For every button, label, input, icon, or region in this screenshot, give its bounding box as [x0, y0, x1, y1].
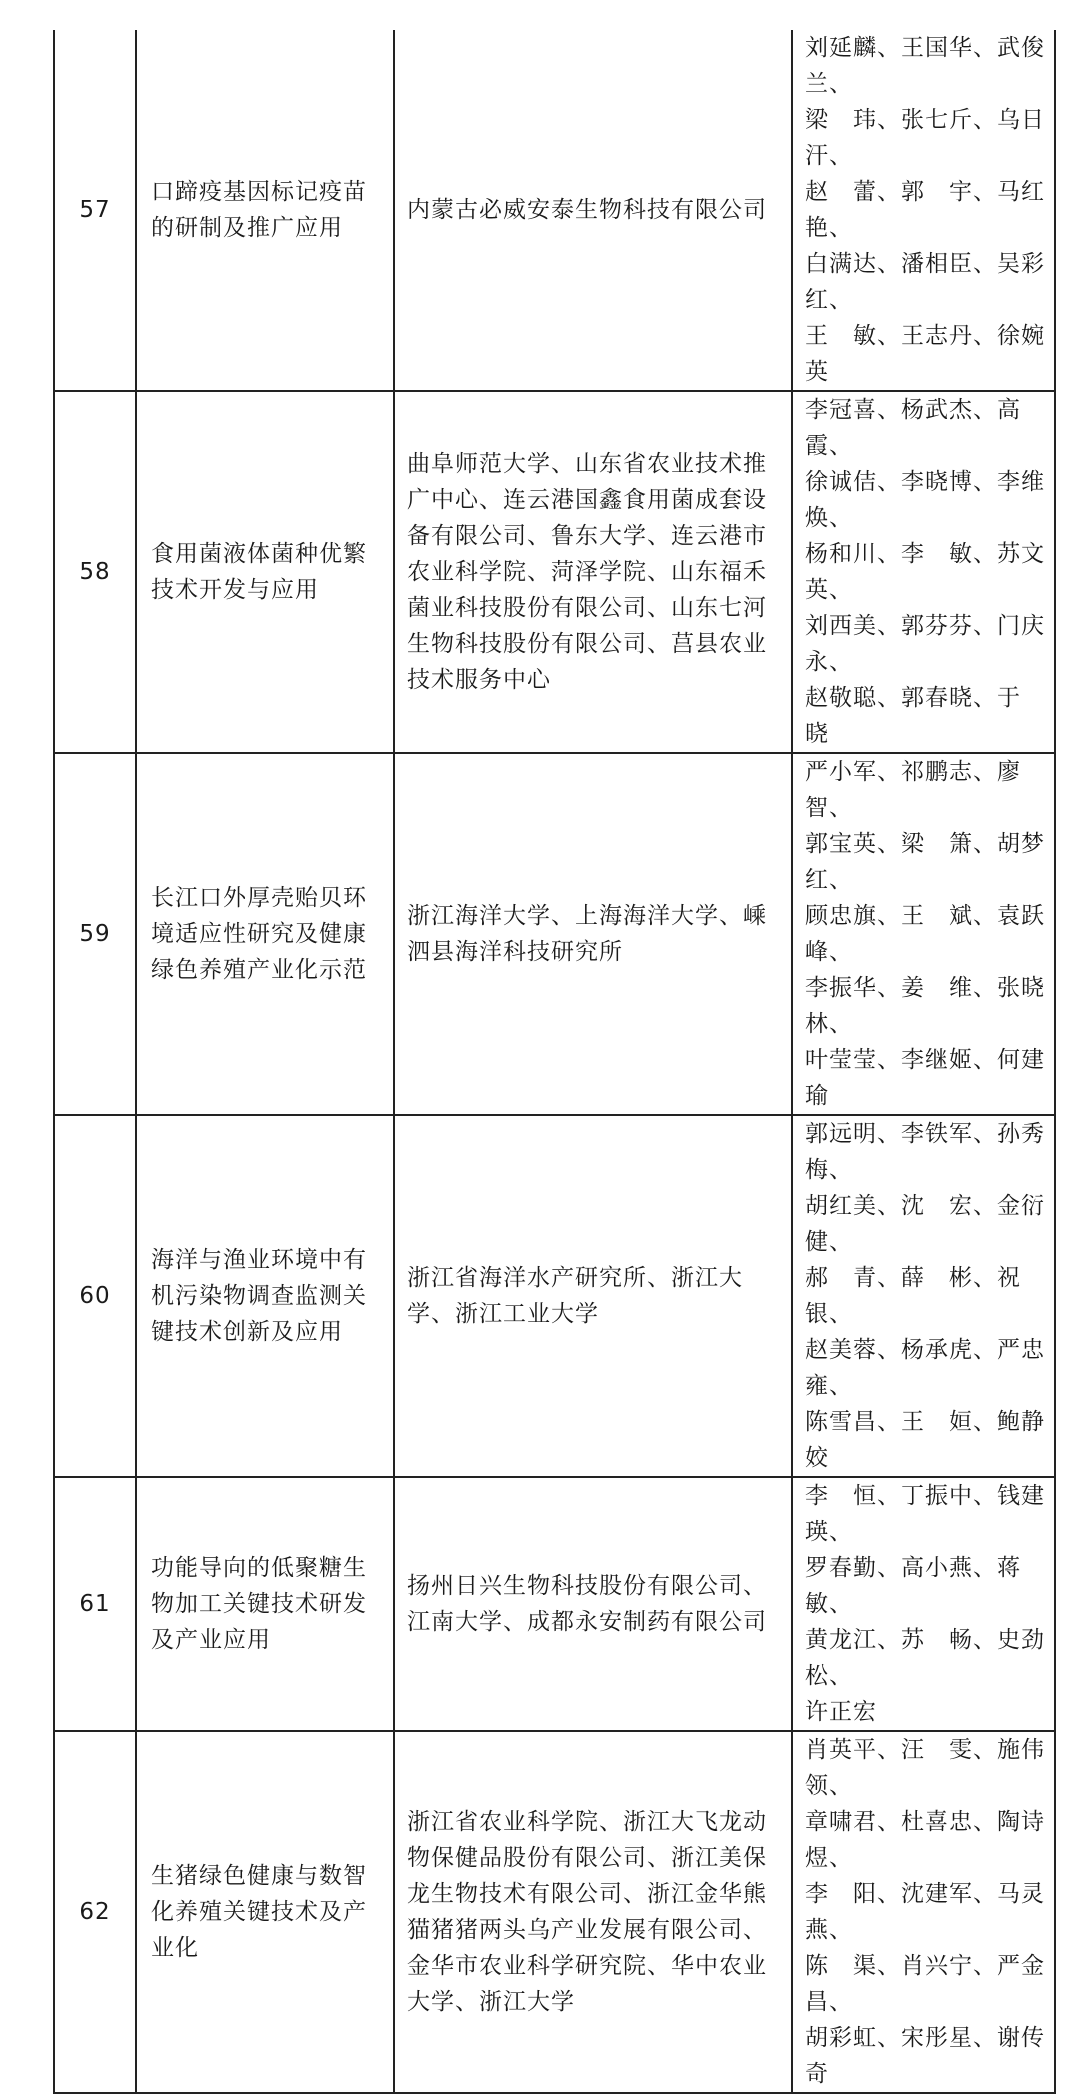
- project-name-cell: [136, 30, 394, 391]
- people-cell: [792, 1731, 1055, 2093]
- people-cell: [792, 1115, 1055, 1477]
- project-name: 功能导向的低聚糖生物加工关键技术研发及产业应用: [151, 1555, 367, 1653]
- people-cell: [792, 1477, 1055, 1731]
- row-number: 60: [54, 1115, 136, 1477]
- project-name: 长江口外厚壳贻贝环境适应性研究及健康绿色养殖产业化示范: [151, 885, 367, 983]
- completing-units: 浙江海洋大学、上海海洋大学、嵊泗县海洋科技研究所: [407, 903, 767, 965]
- completing-units: 扬州日兴生物科技股份有限公司、江南大学、成都永安制药有限公司: [407, 1573, 767, 1635]
- units-cell: [394, 391, 792, 753]
- completing-people: 严小军、祁鹏志、廖 智、 郭宝英、梁 箫、胡梦红、 顾忠旗、王 斌、袁跃峰、 李振华、姜 维、张晓林、 叶莹莹、李继姬、何建瑜: [805, 759, 1045, 1109]
- project-name-cell: [136, 1731, 394, 2093]
- table-row: [54, 1477, 1055, 1731]
- row-number: 59: [54, 753, 136, 1115]
- table-row: [54, 30, 1055, 391]
- people-cell: [792, 753, 1055, 1115]
- table-row: [54, 1731, 1055, 2093]
- project-name-cell: [136, 753, 394, 1115]
- units-cell: [394, 753, 792, 1115]
- people-cell: [792, 391, 1055, 753]
- completing-units: 内蒙古必威安泰生物科技有限公司: [407, 197, 767, 223]
- completing-units: 浙江省海洋水产研究所、浙江大学、浙江工业大学: [407, 1265, 743, 1327]
- completing-people: 郭远明、李铁军、孙秀梅、 胡红美、沈 宏、金衍健、 郝 青、薛 彬、祝 银、 赵美蓉、杨承虎、严忠雍、 陈雪昌、王 姮、鲍静姣: [805, 1121, 1045, 1471]
- project-name-cell: [136, 391, 394, 753]
- row-number: 62: [54, 1731, 136, 2093]
- row-number: 57: [54, 30, 136, 391]
- completing-people: 肖英平、汪 雯、施伟领、 章啸君、杜喜忠、陶诗煜、 李 阳、沈建军、马灵燕、 陈 渠、肖兴宁、严金昌、 胡彩虹、宋彤星、谢传奇: [805, 1737, 1045, 2087]
- units-cell: [394, 1731, 792, 2093]
- row-number: 58: [54, 391, 136, 753]
- people-cell: [792, 30, 1055, 391]
- row-number: 61: [54, 1477, 136, 1731]
- completing-units: 曲阜师范大学、山东省农业技术推广中心、连云港国鑫食用菌成套设备有限公司、鲁东大学、连云港市农业科学院、菏泽学院、山东福禾菌业科技股份有限公司、山东七河生物科技股份有限公司、莒县农业技术服务中心: [407, 451, 767, 693]
- completing-people: 李冠喜、杨武杰、高 霞、 徐诚佶、李晓博、李维焕、 杨和川、李 敏、苏文英、 刘西美、郭芬芬、门庆永、 赵敬聪、郭春晓、于 晓: [805, 397, 1045, 747]
- project-name: 生猪绿色健康与数智化养殖关键技术及产业化: [151, 1863, 367, 1961]
- units-cell: [394, 30, 792, 391]
- project-name: 口蹄疫基因标记疫苗的研制及推广应用: [151, 179, 367, 241]
- units-cell: [394, 1477, 792, 1731]
- project-name-cell: [136, 1115, 394, 1477]
- project-name: 食用菌液体菌种优繁技术开发与应用: [151, 541, 367, 603]
- completing-people: 李 恒、丁振中、钱建瑛、 罗春勤、高小燕、蒋 敏、 黄龙江、苏 畅、史劲松、 许正宏: [805, 1483, 1045, 1725]
- table-row: [54, 1115, 1055, 1477]
- completing-people: 刘延麟、王国华、武俊兰、 梁 玮、张七斤、乌日汗、 赵 蕾、郭 宇、马红艳、 白满达、潘相臣、吴彩红、 王 敏、王志丹、徐婉英: [805, 35, 1045, 385]
- units-cell: [394, 1115, 792, 1477]
- table-row: [54, 391, 1055, 753]
- project-name: 海洋与渔业环境中有机污染物调查监测关键技术创新及应用: [151, 1247, 367, 1345]
- project-name-cell: [136, 1477, 394, 1731]
- table-row: [54, 753, 1055, 1115]
- completing-units: 浙江省农业科学院、浙江大飞龙动物保健品股份有限公司、浙江美保龙生物技术有限公司、浙江金华熊猫猪猪两头乌产业发展有限公司、金华市农业科学研究院、华中农业大学、浙江大学: [407, 1809, 767, 2015]
- award-table: [53, 30, 1056, 2094]
